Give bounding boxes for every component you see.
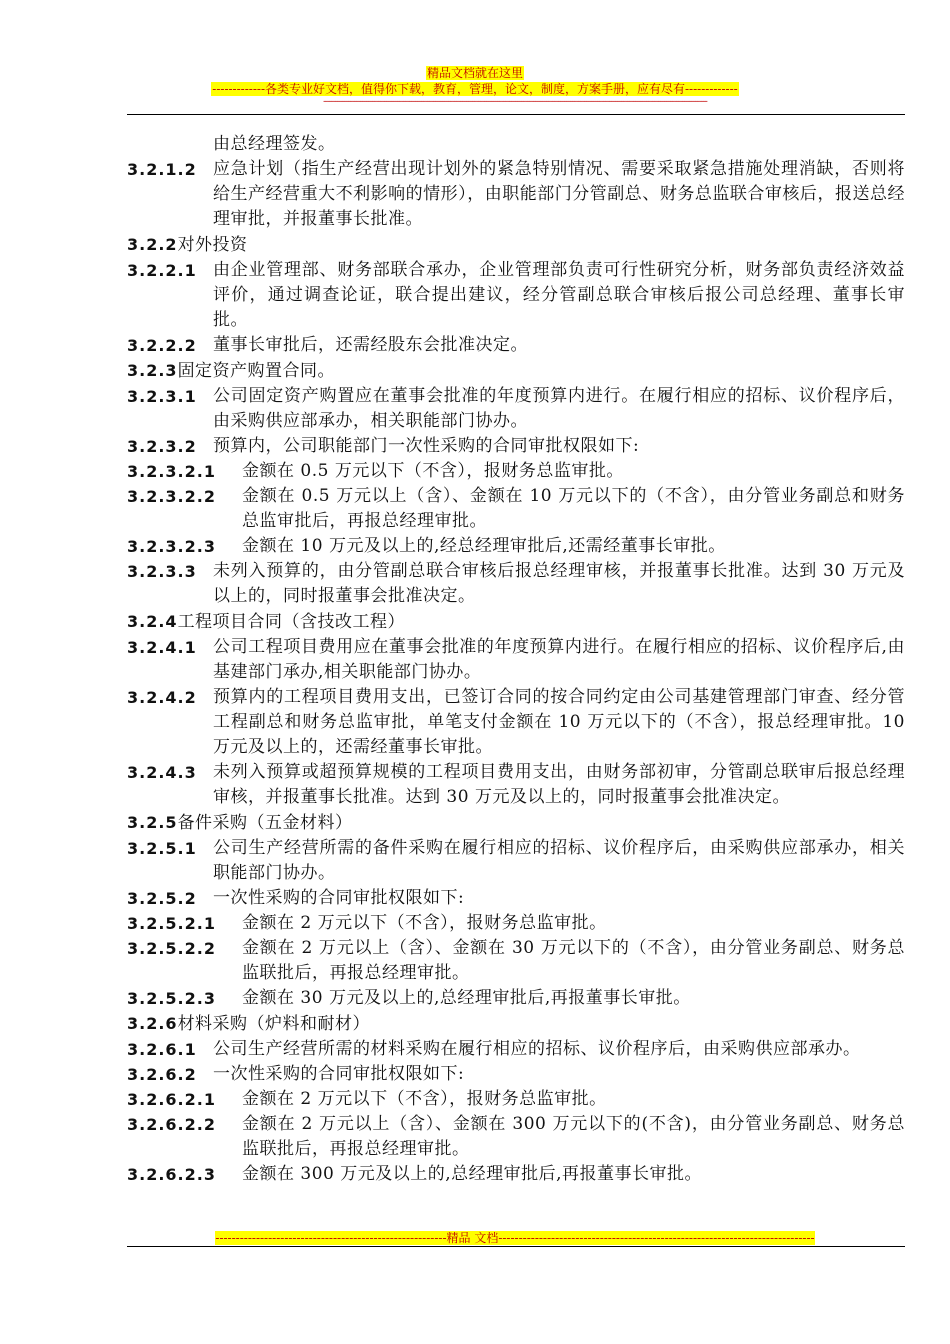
clause-number: 3.2.2.2: [127, 336, 197, 355]
clause-paragraph: [127, 1087, 905, 1112]
section-title: 工程项目合同（含技改工程）: [177, 612, 406, 632]
page-footer: [205, 1231, 825, 1245]
clause-text: 一次性采购的合同审批权限如下:: [213, 1064, 465, 1084]
clause-number: 3.2.2.1: [127, 261, 197, 280]
section-heading: [127, 232, 905, 258]
clause-number: 3.2.6.1: [127, 1040, 197, 1059]
clause-number: 3.2.6.2.2: [127, 1115, 216, 1134]
clause-number: 3.2.6.2: [127, 1065, 197, 1084]
clause-number: 3.2.1.2: [127, 160, 197, 179]
clause-paragraph: [127, 635, 905, 685]
clause-paragraph: [127, 1037, 905, 1062]
clause-paragraph: [127, 258, 905, 333]
section-heading: [127, 810, 905, 836]
clause-number: 3.2.4.2: [127, 688, 197, 707]
clause-number: 3.2.5.2.3: [127, 989, 216, 1008]
section-number: 3.2.3: [127, 361, 178, 380]
clause-number: 3.2.4.3: [127, 763, 197, 782]
clause-text: 公司生产经营所需的备件采购在履行相应的招标、议价程序后，由采购供应部承办，相关职能部门协办。: [213, 838, 905, 883]
clause-paragraph: [127, 1062, 905, 1087]
footer-text: ---------------------------------------------------------精品 文档------------------------------------------------------------------------------: [215, 1231, 815, 1245]
clause-paragraph: [127, 434, 905, 459]
clause-paragraph: [127, 333, 905, 358]
clause-paragraph: [127, 685, 905, 760]
header-dash-line: --------------------------------------------------------------------------------------------------------------------------------------------------------------------------------------------: [323, 97, 707, 107]
clause-paragraph: [127, 886, 905, 911]
clause-text: 金额在 2 万元以下（不含），报财务总监审批。: [242, 913, 607, 933]
clause-number: 3.2.3.2.2: [127, 487, 216, 506]
clause-number: 3.2.3.1: [127, 387, 197, 406]
clause-text: 由总经理签发。: [213, 134, 336, 154]
clause-paragraph: [127, 484, 905, 534]
clause-text: 一次性采购的合同审批权限如下:: [213, 888, 465, 908]
clause-number: 3.2.3.2: [127, 437, 197, 456]
header-title-text: 精品文档就在这里: [426, 66, 523, 80]
page-header-subtitle: [0, 82, 950, 96]
clause-number: 3.2.4.1: [127, 638, 197, 657]
clause-text: 公司工程项目费用应在董事会批准的年度预算内进行。在履行相应的招标、议价程序后,由基建部门承办,相关职能部门协办。: [213, 637, 905, 682]
clause-paragraph: [127, 936, 905, 986]
section-number: 3.2.4: [127, 612, 178, 631]
clause-number: 3.2.5.2.2: [127, 939, 216, 958]
clause-paragraph: [127, 836, 905, 886]
clause-paragraph: [127, 534, 905, 559]
document-body: [127, 132, 905, 1187]
clause-paragraph: [127, 559, 905, 609]
clause-text: 金额在 300 万元及以上的,总经理审批后,再报董事长审批。: [242, 1164, 703, 1184]
clause-text: 金额在 0.5 万元以下（不含），报财务总监审批。: [242, 461, 624, 481]
clause-text: 金额在 10 万元及以上的,经总经理审批后,还需经董事长审批。: [242, 536, 726, 556]
clause-text: 预算内的工程项目费用支出，已签订合同的按合同约定由公司基建管理部门审查、经分管工程副总和财务总监审批，单笔支付金额在 10 万元以下的（不含），报总经理审批。10 万元及以上的，还需经董事长审批。: [213, 687, 905, 757]
clause-text: 应急计划（指生产经营出现计划外的紧急特别情况、需要采取紧急措施处理消缺，否则将给生产经营重大不利影响的情形），由职能部门分管副总、财务总监联合审核后，报送总经理审批，并报董事长批准。: [213, 159, 905, 229]
section-title: 对外投资: [177, 235, 248, 255]
clause-text: 由企业管理部、财务部联合承办，企业管理部负责可行性研究分析，财务部负责经济效益评价，通过调查论证，联合提出建议，经分管副总联合审核后报公司总经理、董事长审批。: [213, 260, 905, 330]
clause-number: 3.2.5.2.1: [127, 914, 216, 933]
clause-paragraph: [127, 760, 905, 810]
clause-text: 金额在 30 万元及以上的,总经理审批后,再报董事长审批。: [242, 988, 691, 1008]
clause-number: 3.2.6.2.3: [127, 1165, 216, 1184]
clause-paragraph: [127, 1112, 905, 1162]
clause-paragraph: [127, 1162, 905, 1187]
clause-paragraph: [127, 986, 905, 1011]
clause-text: 公司固定资产购置应在董事会批准的年度预算内进行。在履行相应的招标、议价程序后，由采购供应部承办，相关职能部门协办。: [213, 386, 905, 431]
section-heading: [127, 1011, 905, 1037]
clause-number: 3.2.3.2.1: [127, 462, 216, 481]
page-header-title: [0, 66, 950, 80]
clause-text: 董事长审批后，还需经股东会批准决定。: [213, 335, 528, 355]
clause-paragraph: [127, 911, 905, 936]
clause-text: 金额在 2 万元以上（含）、金额在 30 万元以下的（不含），由分管业务副总、财务总监联批后，再报总经理审批。: [242, 938, 905, 983]
clause-text: 金额在 2 万元以下（不含），报财务总监审批。: [242, 1089, 607, 1109]
clause-number: 3.2.6.2.1: [127, 1090, 216, 1109]
section-title: 固定资产购置合同。: [177, 361, 336, 381]
clause-paragraph: [127, 459, 905, 484]
section-heading: [127, 358, 905, 384]
clause-text: 金额在 2 万元以上（含）、金额在 300 万元以下的(不含)，由分管业务副总、财务总监联批后，再报总经理审批。: [242, 1114, 905, 1159]
header-divider: [127, 114, 905, 115]
clause-number: 3.2.5.1: [127, 839, 197, 858]
section-number: 3.2.5: [127, 813, 178, 832]
clause-paragraph: [127, 157, 905, 232]
clause-paragraph: [127, 384, 905, 434]
header-subtitle-text: -------------各类专业好文档，值得你下载，教育，管理，论文，制度，方案手册，应有尽有-------------: [212, 82, 738, 96]
clause-number: 3.2.5.2: [127, 889, 197, 908]
section-title: 备件采购（五金材料）: [177, 813, 353, 833]
clause-number: 3.2.3.3: [127, 562, 197, 581]
section-title: 材料采购（炉料和耐材）: [177, 1014, 371, 1034]
clause-paragraph: [127, 132, 905, 157]
clause-text: 未列入预算或超预算规模的工程项目费用支出，由财务部初审，分管副总联审后报总经理审核，并报董事长批准。达到 30 万元及以上的，同时报董事会批准决定。: [213, 762, 905, 807]
clause-text: 公司生产经营所需的材料采购在履行相应的招标、议价程序后，由采购供应部承办。: [213, 1039, 861, 1059]
clause-text: 未列入预算的，由分管副总联合审核后报总经理审核，并报董事长批准。达到 30 万元及以上的，同时报董事会批准决定。: [213, 561, 905, 606]
clause-text: 金额在 0.5 万元以上（含）、金额在 10 万元以下的（不含），由分管业务副总和财务总监审批后，再报总经理审批。: [242, 486, 905, 531]
section-number: 3.2.2: [127, 235, 178, 254]
section-heading: [127, 609, 905, 635]
clause-number: 3.2.3.2.3: [127, 537, 216, 556]
section-number: 3.2.6: [127, 1014, 178, 1033]
clause-text: 预算内，公司职能部门一次性采购的合同审批权限如下:: [213, 436, 640, 456]
footer-divider: [127, 1246, 905, 1247]
